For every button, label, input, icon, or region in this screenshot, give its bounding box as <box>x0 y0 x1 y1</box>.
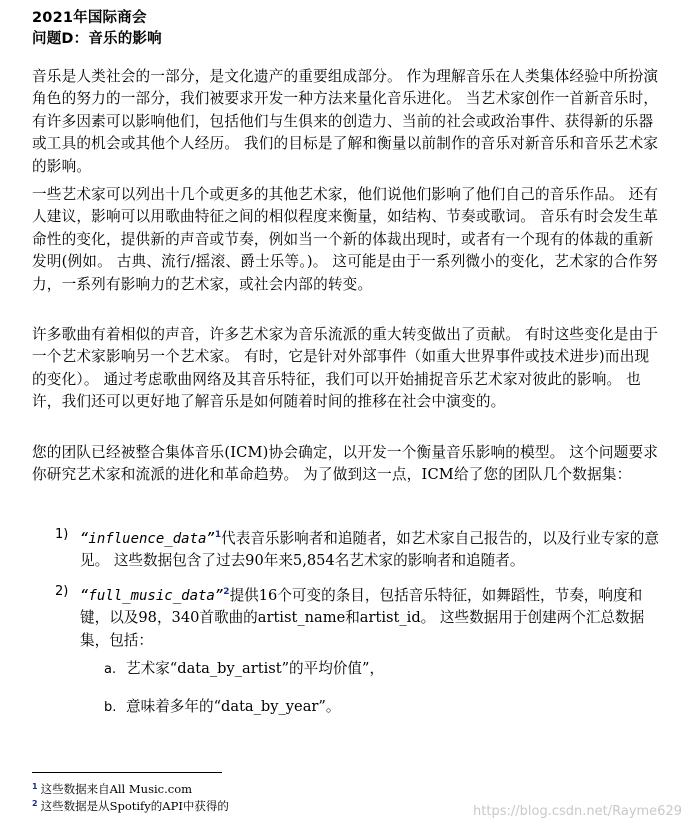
list-text: 代表音乐影响者和追随者，如艺术家自己报告的，以及行业专家的意见。 这些数据包含了过去90年来5,854名艺术家的影响者和追随者。 <box>80 530 659 570</box>
list-item <box>55 524 665 573</box>
list-number: 1) <box>55 527 69 542</box>
sub-list-text: 艺术家“data_by_artist”的平均价值”， <box>126 660 385 677</box>
footnote <box>32 796 229 814</box>
paragraph-2: 一些艺术家可以列出十几个或更多的其他艺术家，他们说他们影响了他们自己的音乐作品。 还有人建议，影响可以用歌曲特征之间的相似程度来衡量，如结构、节奏或歌词。 音乐有时会发生革命性的变化，提供新的声音或节奏，例如当一个新的体裁出现时，或者有一个现有的体裁的重新发明(例如。 古典、流行/摇滚、爵士乐等。)。 这可能是由于一系列微小的变化，艺术家的合作努力，一系列有影响力的艺术家，或社会内部的转变。 <box>32 186 659 293</box>
sub-list-text: 意味着多年的“data_by_year”。 <box>126 698 341 715</box>
list-number: 2) <box>55 584 69 599</box>
watermark: https://blog.csdn.net/Rayme629 <box>473 804 682 819</box>
paragraph-3: 许多歌曲有着相似的声音，许多艺术家为音乐流派的重大转变做出了贡献。 有时这些变化是由于一个艺术家影响另一个艺术家。 有时，它是针对外部事件（如重大世界事件或技术进步)而出现的变化）。 通过考虑歌曲网络及其音乐特征，我们可以开始捕捉音乐艺术家对彼此的影响。 也许，我们还可以更好地了解音乐是如何随着时间的推移在社会中演变的。 <box>32 326 659 411</box>
list-body <box>80 581 665 652</box>
dataset-name: “influence_data” <box>80 531 215 547</box>
paragraph-1: 音乐是人类社会的一部分，是文化遗产的重要组成部分。 作为理解音乐在人类集体经验中所扮演角色的努力的一部分，我们被要求开发一种方法来量化音乐进化。 当艺术家创作一首新音乐时，有许多因素可以影响他们，包括他们与生俱来的创造力、当前的社会或政治事件、获得新的乐器或工具的机会或其他个人经历。 我们的目标是了解和衡量以前制作的音乐对新音乐和音乐艺术家的影响。 <box>32 68 659 175</box>
problem-title: 问题D：音乐的影响 <box>32 31 162 47</box>
footnote-ref[interactable]: 2 <box>223 587 230 597</box>
footnote-mark: 2 <box>32 799 38 808</box>
document-title: 2021年国际商会 <box>32 10 147 26</box>
footnote <box>32 779 192 797</box>
title-block <box>32 8 162 50</box>
list-item <box>55 581 665 652</box>
sub-list-letter: b. <box>104 700 117 715</box>
list-body <box>80 524 665 573</box>
sub-list-letter: a. <box>104 662 117 677</box>
footnote-mark: 1 <box>32 782 38 791</box>
paragraph-4: 您的团队已经被整合集体音乐(ICM)协会确定，以开发一个衡量音乐影响的模型。 这个问题要求你研究艺术家和流派的进化和革命趋势。 为了做到这一点，ICM给了您的团队几个数据集： <box>32 444 659 484</box>
footnote-text: 这些数据来自All Music.com <box>40 782 193 796</box>
footnote-ref[interactable]: 1 <box>214 530 222 540</box>
footnote-text: 这些数据是从Spotify的API中获得的 <box>40 799 229 813</box>
list-text: 提供16个可变的条目，包括音乐特征，如舞蹈性，节奏，响度和键，以及98，340首歌曲的artist_name和artist_id。 这些数据用于创建两个汇总数据集，包括： <box>80 587 645 649</box>
sub-list-item <box>104 696 664 719</box>
footnote-divider <box>32 772 222 773</box>
dataset-name: “full_music_data” <box>80 588 224 604</box>
sub-list-item <box>104 658 664 681</box>
